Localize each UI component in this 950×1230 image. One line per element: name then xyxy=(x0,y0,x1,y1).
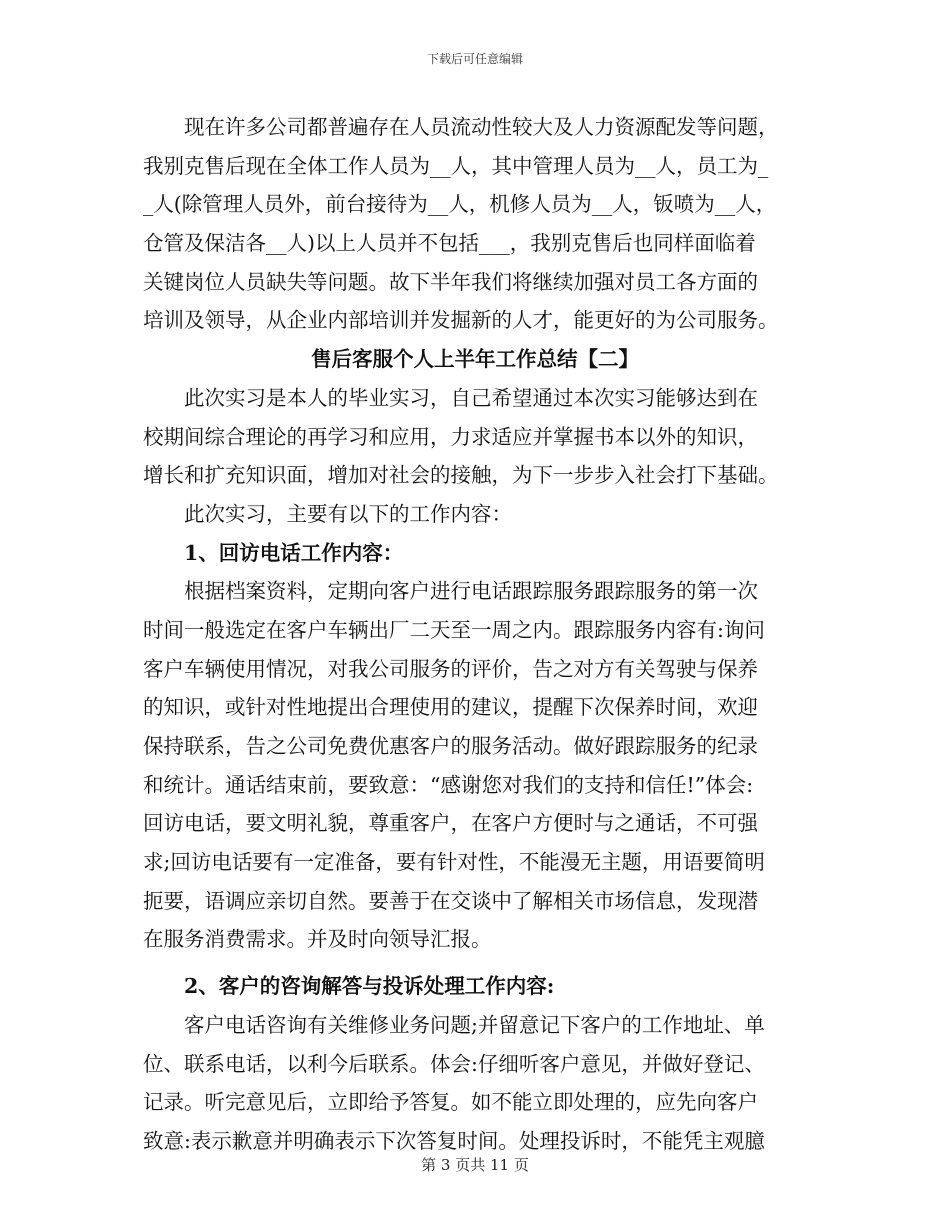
paragraph-line: 致意:表示歉意并明确表示下次答复时间。处理投诉时，不能凭主观臆 xyxy=(143,1128,765,1153)
page-footer: 第 3 页共 11 页 xyxy=(421,1156,529,1174)
paragraph-line: 回访电话，要文明礼貌，尊重客户，在客户方便时与之通话，不可强 xyxy=(143,811,758,836)
paragraph-line: 关键岗位人员缺失等问题。故下半年我们将继续加强对员工各方面的 xyxy=(143,269,758,294)
paragraph-line: 我别克售后现在全体工作人员为__人，其中管理人员为__人，员工为_ xyxy=(143,153,769,178)
paragraph-line: 求;回访电话要有一定准备，要有针对性，不能漫无主题，用语要简明 xyxy=(143,850,765,875)
paragraph-line: 校期间综合理论的再学习和应用，力求适应并掌握书本以外的知识， xyxy=(143,424,758,449)
document-body xyxy=(143,108,807,1161)
paragraph-line: 位、联系电话，以利今后联系。体会:仔细听客户意见，并做好登记、 xyxy=(143,1051,765,1076)
paragraph-line: 现在许多公司都普遍存在人员流动性较大及人力资源配发等问题， xyxy=(184,115,779,139)
paragraph-line: 和统计。通话结束前，要致意：“感谢您对我们的支持和信任!”体会: xyxy=(143,772,754,797)
subheading-1: 1、回访电话工作内容： xyxy=(184,540,404,565)
page-header: 下载后可任意编辑 xyxy=(426,52,523,66)
spacer xyxy=(143,959,807,967)
paragraph-line: 此次实习，主要有以下的工作内容： xyxy=(184,501,512,526)
section-title: 售后客服个人上半年工作总结【二】 xyxy=(311,347,639,372)
paragraph-line: 此次实习是本人的毕业实习，自己希望通过本次实习能够达到在 xyxy=(184,385,758,410)
paragraph-line: 记录。听完意见后，立即给予答复。如不能立即处理的，应先向客户 xyxy=(143,1090,758,1115)
paragraph-line: 客户车辆使用情况，对我公司服务的评价，告之对方有关驾驶与保养 xyxy=(143,656,758,681)
paragraph-line: 客户电话咨询有关维修业务问题;并留意记下客户的工作地址、单 xyxy=(184,1012,765,1037)
paragraph-line: 根据档案资料，定期向客户进行电话跟踪服务跟踪服务的第一次 xyxy=(184,579,758,604)
paragraph-line: 时间一般选定在客户车辆出厂二天至一周之内。跟踪服务内容有:询问 xyxy=(143,617,765,642)
paragraph-line: 在服务消费需求。并及时向领导汇报。 xyxy=(143,927,492,952)
paragraph-line: 的知识，或针对性地提出合理使用的建议，提醒下次保养时间，欢迎 xyxy=(143,695,758,720)
paragraph-line: 扼要，语调应亲切自然。要善于在交谈中了解相关市场信息，发现潜 xyxy=(143,888,758,913)
paragraph-line: _人(除管理人员外，前台接待为__人，机修人员为__人，钣喷为__人， xyxy=(143,192,777,217)
subheading-2: 2、客户的咨询解答与投诉处理工作内容: xyxy=(184,974,555,999)
paragraph-line: 仓管及保洁各__人)以上人员并不包括___，我别克售后也同样面临着 xyxy=(143,231,756,256)
paragraph-line: 培训及领导，从企业内部培训并发掘新的人才，能更好的为公司服务。 xyxy=(143,308,779,333)
paragraph-line: 保持联系，告之公司免费优惠客户的服务活动。做好跟踪服务的纪录 xyxy=(143,734,758,758)
paragraph-line: 增长和扩充知识面，增加对社会的接触，为下一步步入社会打下基础。 xyxy=(143,463,779,488)
